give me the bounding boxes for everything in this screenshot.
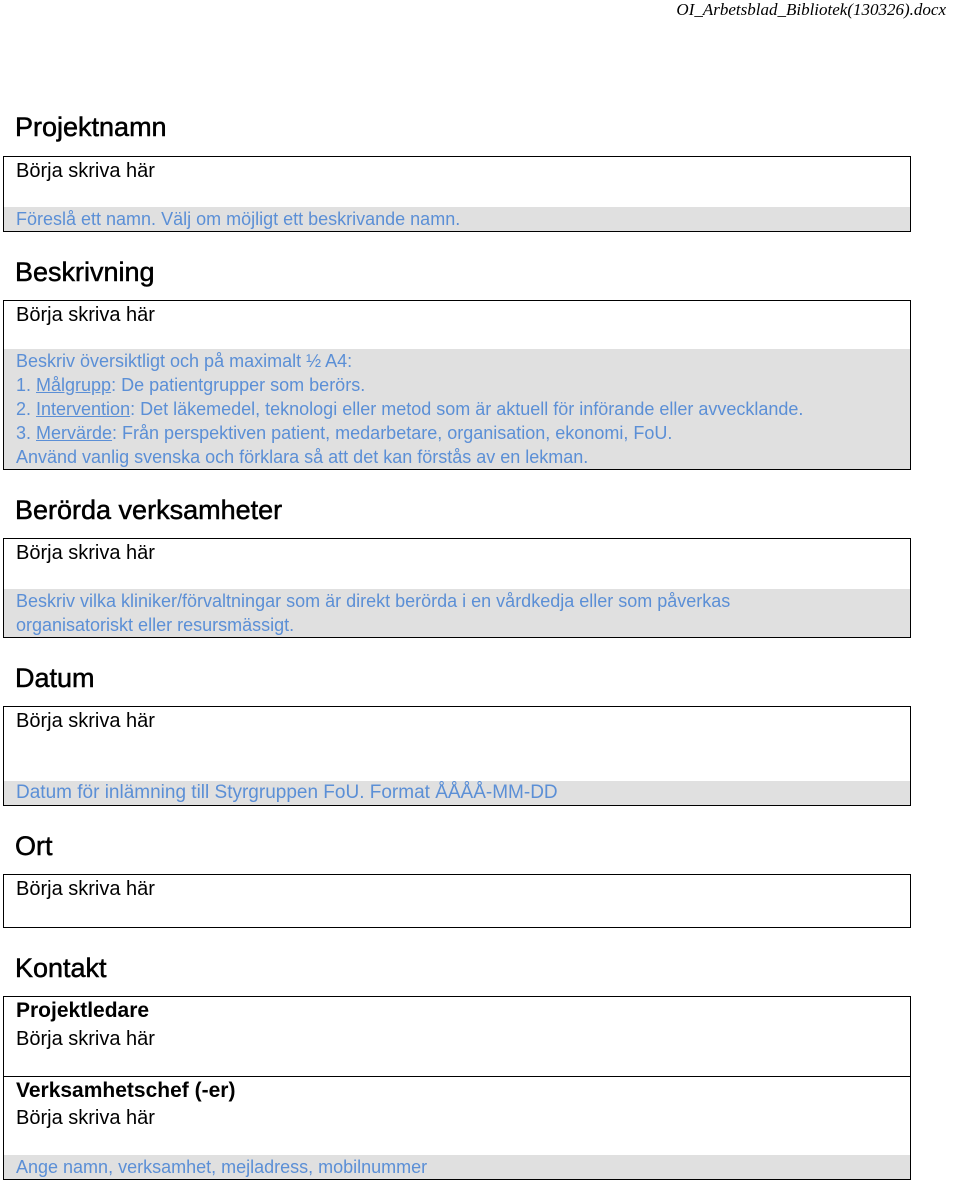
beskrivning-hint-intro: Beskriv översiktligt och på maximalt ½ A4: [16, 351, 353, 371]
ort-value[interactable]: Börja skriva här [16, 878, 155, 900]
projektnamn-hint-text: Föreslå ett namn. Välj om möjligt ett beskrivande namn. [16, 209, 461, 229]
kontakt-hint [4, 1155, 910, 1179]
verksamhetschef-field[interactable] [3, 1076, 911, 1180]
beskrivning-heading: Beskrivning [15, 257, 155, 287]
projektnamn-heading: Projektnamn [15, 112, 167, 142]
berorda-hint-line1: Beskriv vilka kliniker/förvaltningar som är direkt berörda i en vårdkedja eller som påverkas [16, 591, 731, 611]
kontakt-heading: Kontakt [15, 953, 107, 983]
verksamhetschef-value[interactable]: Börja skriva här [16, 1107, 155, 1129]
beskrivning-hint [4, 349, 910, 469]
ort-heading: Ort [15, 831, 53, 861]
datum-value[interactable]: Börja skriva här [16, 710, 155, 732]
berorda-field[interactable] [3, 538, 911, 638]
mervarde-term: Mervärde [36, 423, 113, 443]
projektledare-value[interactable]: Börja skriva här [16, 1028, 155, 1050]
beskrivning-item-3: 3. Mervärde: Från perspektiven patient, medarbetare, organisation, ekonomi, FoU. [16, 423, 673, 443]
beskrivning-item-2: 2. Intervention: Det läkemedel, teknologi eller metod som är aktuell för införande eller avvecklande. [16, 399, 804, 419]
intervention-term: Intervention [36, 399, 131, 419]
berorda-hint-line2: organisatoriskt eller resursmässigt. [16, 615, 295, 635]
datum-heading: Datum [15, 663, 95, 693]
projektnamn-field[interactable] [3, 156, 911, 232]
beskrivning-field[interactable] [3, 300, 911, 470]
berorda-hint [4, 589, 910, 637]
beskrivning-hint-outro: Använd vanlig svenska och förklara så att det kan förstås av en lekman. [16, 447, 589, 467]
beskrivning-item-1: 1. Målgrupp: De patientgrupper som berörs. [16, 375, 366, 395]
ort-field[interactable] [3, 874, 911, 928]
berorda-value[interactable]: Börja skriva här [16, 542, 155, 564]
beskrivning-value[interactable]: Börja skriva här [16, 304, 155, 326]
projektledare-field[interactable] [3, 996, 911, 1077]
malgrupp-term: Målgrupp [36, 375, 112, 395]
datum-hint-text: Datum för inlämning till Styrgruppen FoU. Format ÅÅÅÅ-MM-DD [16, 782, 558, 803]
datum-hint [4, 781, 910, 805]
datum-field[interactable] [3, 706, 911, 806]
verksamhetschef-label: Verksamhetschef (-er) [16, 1079, 236, 1102]
document-filename: OI_Arbetsblad_Bibliotek(130326).docx [676, 0, 946, 19]
projektledare-label: Projektledare [16, 999, 150, 1022]
projektnamn-value[interactable]: Börja skriva här [16, 160, 155, 182]
projektnamn-hint [4, 207, 910, 231]
kontakt-hint-text: Ange namn, verksamhet, mejladress, mobilnummer [16, 1157, 428, 1177]
berorda-heading: Berörda verksamheter [15, 495, 283, 525]
